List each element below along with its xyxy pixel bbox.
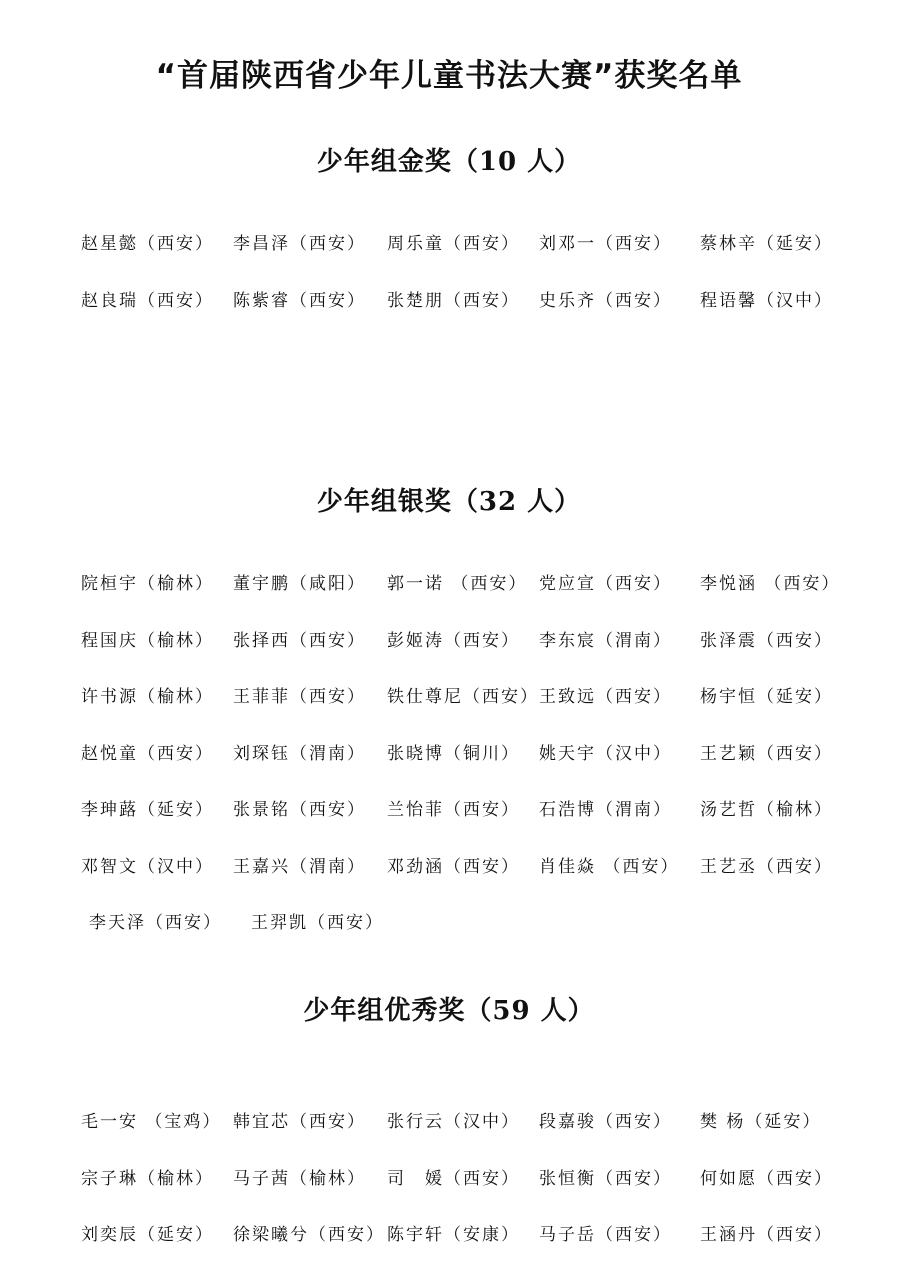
winner-name: 赵悦童（西安） [81, 743, 214, 764]
winner-name: 王羿凯（西安） [251, 913, 384, 933]
winner-name: 铁仕尊尼（西安） [387, 687, 539, 707]
winner-name: 王涵丹（西安） [700, 1225, 833, 1245]
winner-name: 李东宸（渭南） [539, 630, 672, 651]
winner-name: 何如愿（西安） [700, 1168, 833, 1189]
winner-name: 司 媛（西安） [387, 1168, 520, 1189]
winner-name: 李天泽（西安） [89, 913, 222, 933]
winner-name: 张泽震（西安） [700, 630, 833, 651]
winner-name: 肖佳焱 （西安） [539, 856, 680, 877]
winner-name: 姚天宇（汉中） [539, 743, 672, 764]
name-row [81, 739, 841, 763]
winner-name: 李珅蕗（延安） [81, 800, 214, 820]
winner-name: 王嘉兴（渭南） [233, 856, 366, 877]
winner-name: 毛一安 （宝鸡） [81, 1112, 222, 1132]
winner-name: 刘奕辰（延安） [81, 1225, 214, 1245]
winner-name: 汤艺哲（榆林） [700, 800, 833, 820]
winner-name: 宗子琳（榆林） [81, 1168, 214, 1189]
winner-name: 王菲菲（西安） [233, 687, 366, 707]
winner-name: 张晓博（铜川） [387, 743, 520, 764]
name-row [81, 626, 841, 650]
section-heading: 少年组金奖（10 人） [316, 147, 582, 177]
winner-name: 董宇鹏（咸阳） [233, 574, 366, 594]
winner-name: 石浩博（渭南） [539, 800, 672, 820]
winner-name: 邓智文（汉中） [81, 856, 214, 877]
winner-name: 张楚朋（西安） [387, 290, 520, 311]
winner-name: 程国庆（榆林） [81, 630, 214, 651]
winner-name: 张景铭（西安） [233, 800, 366, 820]
name-row [81, 1164, 841, 1188]
winner-name: 刘琛钰（渭南） [233, 743, 366, 764]
winner-name: 徐梁曦兮（西安） [233, 1225, 385, 1245]
winner-name: 彭姬涛（西安） [387, 630, 520, 651]
winner-name: 兰怡菲（西安） [387, 800, 520, 820]
winner-name: 李昌泽（西安） [233, 234, 366, 254]
name-row [81, 286, 841, 310]
winner-name: 郭一诺 （西安） [387, 574, 528, 594]
winner-name: 许书源（榆林） [81, 687, 214, 707]
winner-name: 史乐齐（西安） [539, 290, 672, 311]
winner-name: 段嘉骏（西安） [539, 1112, 672, 1132]
winner-name: 李悦涵 （西安） [700, 574, 841, 594]
name-row [81, 795, 841, 819]
winner-name: 赵良瑞（西安） [81, 290, 214, 311]
name-row [81, 1220, 841, 1244]
name-row [81, 908, 841, 932]
name-row [81, 569, 841, 593]
winner-name: 陈宇轩（安康） [387, 1225, 520, 1245]
winner-name: 程语馨（汉中） [700, 290, 833, 311]
winner-name: 张恒衡（西安） [539, 1168, 672, 1189]
winner-name: 樊 杨（延安） [700, 1112, 822, 1132]
winner-name: 陈紫睿（西安） [233, 290, 366, 311]
winner-name: 王艺颖（西安） [700, 743, 833, 764]
winner-name: 赵星懿（西安） [81, 234, 214, 254]
name-row [81, 852, 841, 876]
winner-name: 张择西（西安） [233, 630, 366, 651]
winner-name: 张行云（汉中） [387, 1112, 520, 1132]
winner-name: 韩宜芯（西安） [233, 1112, 366, 1132]
winner-name: 刘邓一（西安） [539, 234, 672, 254]
winner-name: 党应宣（西安） [539, 574, 672, 594]
winner-name: 杨宇恒（延安） [700, 687, 833, 707]
winner-name: 马子岳（西安） [539, 1225, 672, 1245]
winner-name: 院桓宇（榆林） [81, 574, 214, 594]
winner-name: 周乐童（西安） [387, 234, 520, 254]
document-title: “首届陕西省少年儿童书法大赛”获奖名单 [155, 58, 743, 94]
section-heading: 少年组银奖（32 人） [316, 487, 582, 517]
winner-name: 邓劲涵（西安） [387, 856, 520, 877]
name-row [81, 229, 841, 253]
winner-name: 马子茜（榆林） [233, 1168, 366, 1189]
winner-name: 王致远（西安） [539, 687, 672, 707]
name-row [81, 1107, 841, 1131]
name-row [81, 682, 841, 706]
section-heading: 少年组优秀奖（59 人） [303, 996, 595, 1026]
winner-name: 蔡林辛（延安） [700, 234, 833, 254]
winner-name: 王艺丞（西安） [700, 856, 833, 877]
